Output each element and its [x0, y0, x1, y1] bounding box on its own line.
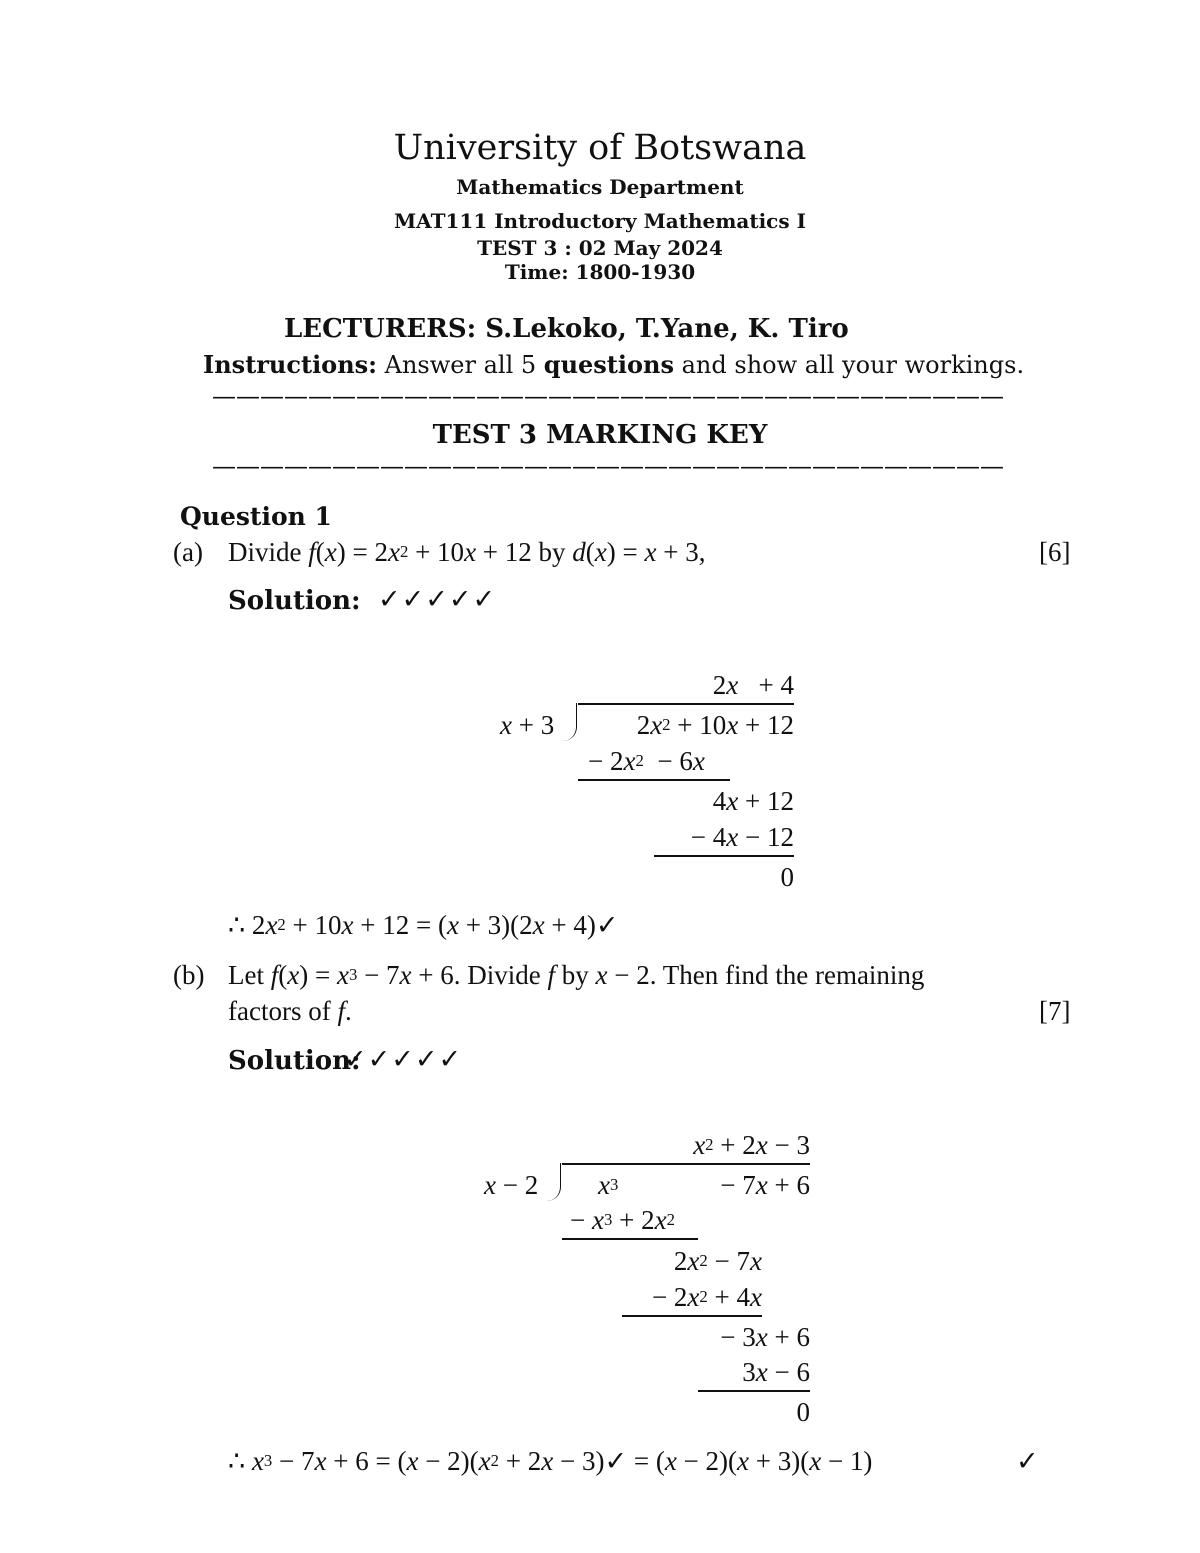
- university-name: University of Botswana: [393, 128, 807, 168]
- dividend-b-lead: $x^3$: [598, 1170, 619, 1200]
- quotient-b: $x^2 + 2x - 3$: [693, 1130, 810, 1160]
- division-bracket: [560, 703, 577, 741]
- part-a-statement: Divide $f(x) = 2x^2 + 10x + 12$ by d(x) = x + 3,: [228, 537, 706, 567]
- divide-word-b: Divide: [467, 960, 541, 990]
- part-b-statement-line1: Let $f(x) = x^3 - 7x + 6$. Divide f by x − 2. Then find the remaining: [228, 960, 925, 990]
- subtract-step-1: − $2x^2 - 6x$: [588, 746, 705, 776]
- divisor: x + 3: [500, 710, 555, 740]
- quotient: 2x + 4: [712, 670, 794, 700]
- part-b-label: (b): [173, 960, 205, 990]
- instructions-text-1: Answer all 5: [377, 351, 544, 379]
- dividend-b-tail: − 7x + 6: [720, 1170, 810, 1200]
- test-date: TEST 3 : 02 May 2024: [477, 236, 723, 260]
- result-tick-mid: ✓: [604, 1446, 628, 1477]
- part-a-result: ∴ $2x^2 + 10x + 12 = (x + 3)(2x$ + 4)✓: [228, 910, 619, 941]
- instructions-label: Instructions:: [203, 350, 378, 379]
- part-a-solution-label: Solution:: [228, 586, 361, 616]
- part-a-marks: [6]: [1039, 537, 1071, 567]
- course-title: MAT111 Introductory Mathematics I: [394, 209, 806, 233]
- remainder-zero-b: 0: [796, 1397, 810, 1427]
- remainder-zero: 0: [780, 862, 794, 892]
- by-word-b: by: [561, 960, 589, 990]
- department-name: Mathematics Department: [456, 175, 744, 199]
- part-b-solution-label: Solution:: [228, 1046, 361, 1076]
- subtract-step-b2: − $2x^2 + 4x$: [651, 1282, 762, 1312]
- part-b-ticks: ✓✓✓✓✓: [344, 1044, 463, 1075]
- part-a-ticks: ✓✓✓✓✓: [378, 584, 497, 615]
- by-word: by: [538, 537, 566, 567]
- part-a-label: (a): [173, 537, 203, 567]
- subtract-line-b2: [622, 1315, 762, 1317]
- subtract-step-b1: − $x^3 + 2x^2$: [570, 1205, 675, 1235]
- divide-word: Divide: [228, 537, 302, 567]
- division-bar-b: [562, 1163, 810, 1165]
- instructions-text-2: and show all your workings.: [673, 351, 1025, 379]
- part-b-result: ∴ $x^3 - 7x + 6 = (x - 2)(x^2 + 2x$ − 3)✓ = (x − 2)(x + 3)(x − 1): [228, 1446, 873, 1477]
- question-title: Question 1: [180, 502, 332, 531]
- subtract-line-2: [654, 855, 794, 857]
- divisor-b: x − 2: [484, 1170, 539, 1200]
- subtract-line-b1: [562, 1238, 698, 1240]
- division-bracket-b: [544, 1163, 561, 1201]
- instructions-line: [203, 350, 1024, 379]
- then-text: Then find the remaining: [662, 960, 925, 990]
- division-bar: [578, 703, 794, 705]
- part-b-statement-line2: factors of f.: [228, 996, 352, 1026]
- subtract-line-1: [578, 779, 730, 781]
- test-time: Time: 1800-1930: [504, 260, 696, 284]
- divider-rule-bottom: —————————————————————————————————: [212, 452, 1004, 480]
- divider-rule-top: —————————————————————————————————: [212, 382, 1004, 410]
- result-tick: ✓: [595, 910, 619, 941]
- remainder-step-b1: $2x^2 - 7x$: [673, 1246, 762, 1276]
- result-tick-end: ✓: [1016, 1446, 1039, 1477]
- subtract-step-b3: 3x − 6: [742, 1357, 810, 1387]
- subtract-line-b3: [698, 1390, 810, 1392]
- subtract-step-2: − 4x − 12: [690, 822, 794, 852]
- factors-text: factors of: [228, 996, 331, 1026]
- dividend: $2x^2 + 10x + 12$: [636, 710, 794, 740]
- remainder-step-b2: − 3x + 6: [720, 1322, 810, 1352]
- lecturers-line: LECTURERS: S.Lekoko, T.Yane, K. Tiro: [284, 314, 849, 344]
- part-b-marks: [7]: [1039, 996, 1071, 1026]
- marking-key-title: TEST 3 MARKING KEY: [432, 420, 768, 450]
- instructions-bold: questions: [543, 350, 674, 379]
- let-word: Let: [228, 960, 264, 990]
- remainder-step-1: 4x + 12: [712, 786, 794, 816]
